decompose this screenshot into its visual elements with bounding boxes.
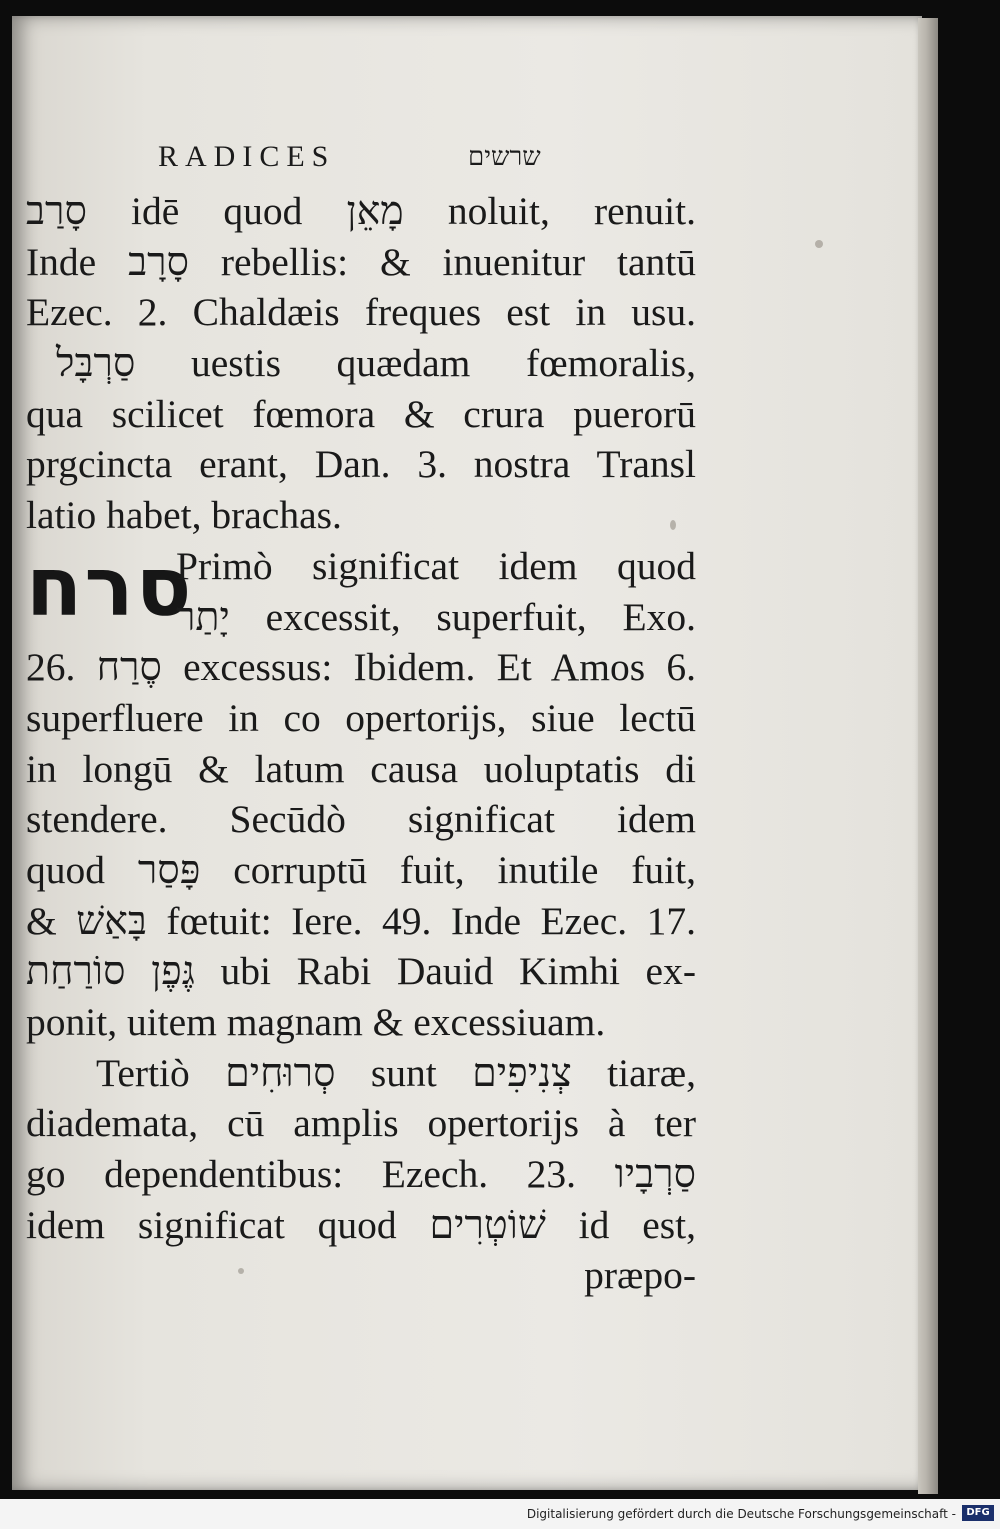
body-text (26, 186, 696, 1301)
text-line: סַרְבָּל uestis quædam fœmoralis, (56, 341, 696, 386)
text-line: idem significat quod שׁוֹטְרִים id est, (26, 1202, 696, 1247)
text-line: 26. סֶרַח excessus: Ibidem. Et Amos 6. (26, 645, 696, 690)
text-line: ponit, uitem magnam & excessiuam. (26, 1000, 606, 1044)
dfg-logo-icon: DFG (962, 1505, 994, 1521)
text-line: Inde סָרָב rebellis: & inuenitur tantū (26, 239, 696, 284)
text-line: quod פָּסַר corruptū fuit, inutile fuit, (26, 847, 696, 892)
text-line: qua scilicet fœmora & crura puerorū (26, 391, 696, 436)
text-line: Ezec. 2. Chaldæis freques est in usu. (26, 290, 696, 335)
text-line: Primò significat idem quod (176, 543, 696, 588)
text-line: superfluere in co opertorijs, siue lectū (26, 695, 696, 740)
text-line: stendere. Secūdò significat idem (26, 797, 696, 842)
running-header (158, 140, 658, 180)
text-line: יָתַר excessit, superfuit, Exo. (176, 594, 696, 639)
page-edge (918, 18, 938, 1494)
running-head-latin: RADICES (158, 140, 336, 173)
catchword: præpo- (584, 1253, 696, 1298)
text-line: סָרַב idē quod מָאֵן noluit, renuit. (26, 189, 696, 233)
text-line: latio habet, brachas. (26, 493, 342, 538)
drop-capital: סרח (26, 540, 194, 635)
running-head-hebrew: שרשים (468, 142, 541, 171)
text-line: go dependentibus: Ezech. 23. סַרְבָיו (26, 1152, 696, 1197)
text-line: prgcincta erant, Dan. 3. nostra Transl (26, 442, 696, 487)
text-line: גֶּפֶן סוֹרַחַת ubi Rabi Dauid Kimhi ex- (26, 949, 696, 994)
text-line: diademata, cū amplis opertorijs à ter (26, 1101, 696, 1146)
digitization-footer (0, 1499, 1000, 1529)
footer-credit: Digitalisierung gefördert durch die Deutsche Forschungsgemeinschaft - (526, 1507, 956, 1521)
foxing-spot (815, 240, 823, 248)
text-line: & בָּאַשׁ fœtuit: Iere. 49. Inde Ezec. 17. (26, 898, 696, 943)
text-line: Tertiò סְרוּחִים sunt צְנִיפִים tiaræ, (96, 1050, 696, 1095)
text-line: in longū & latum causa uoluptatis di (26, 746, 696, 791)
